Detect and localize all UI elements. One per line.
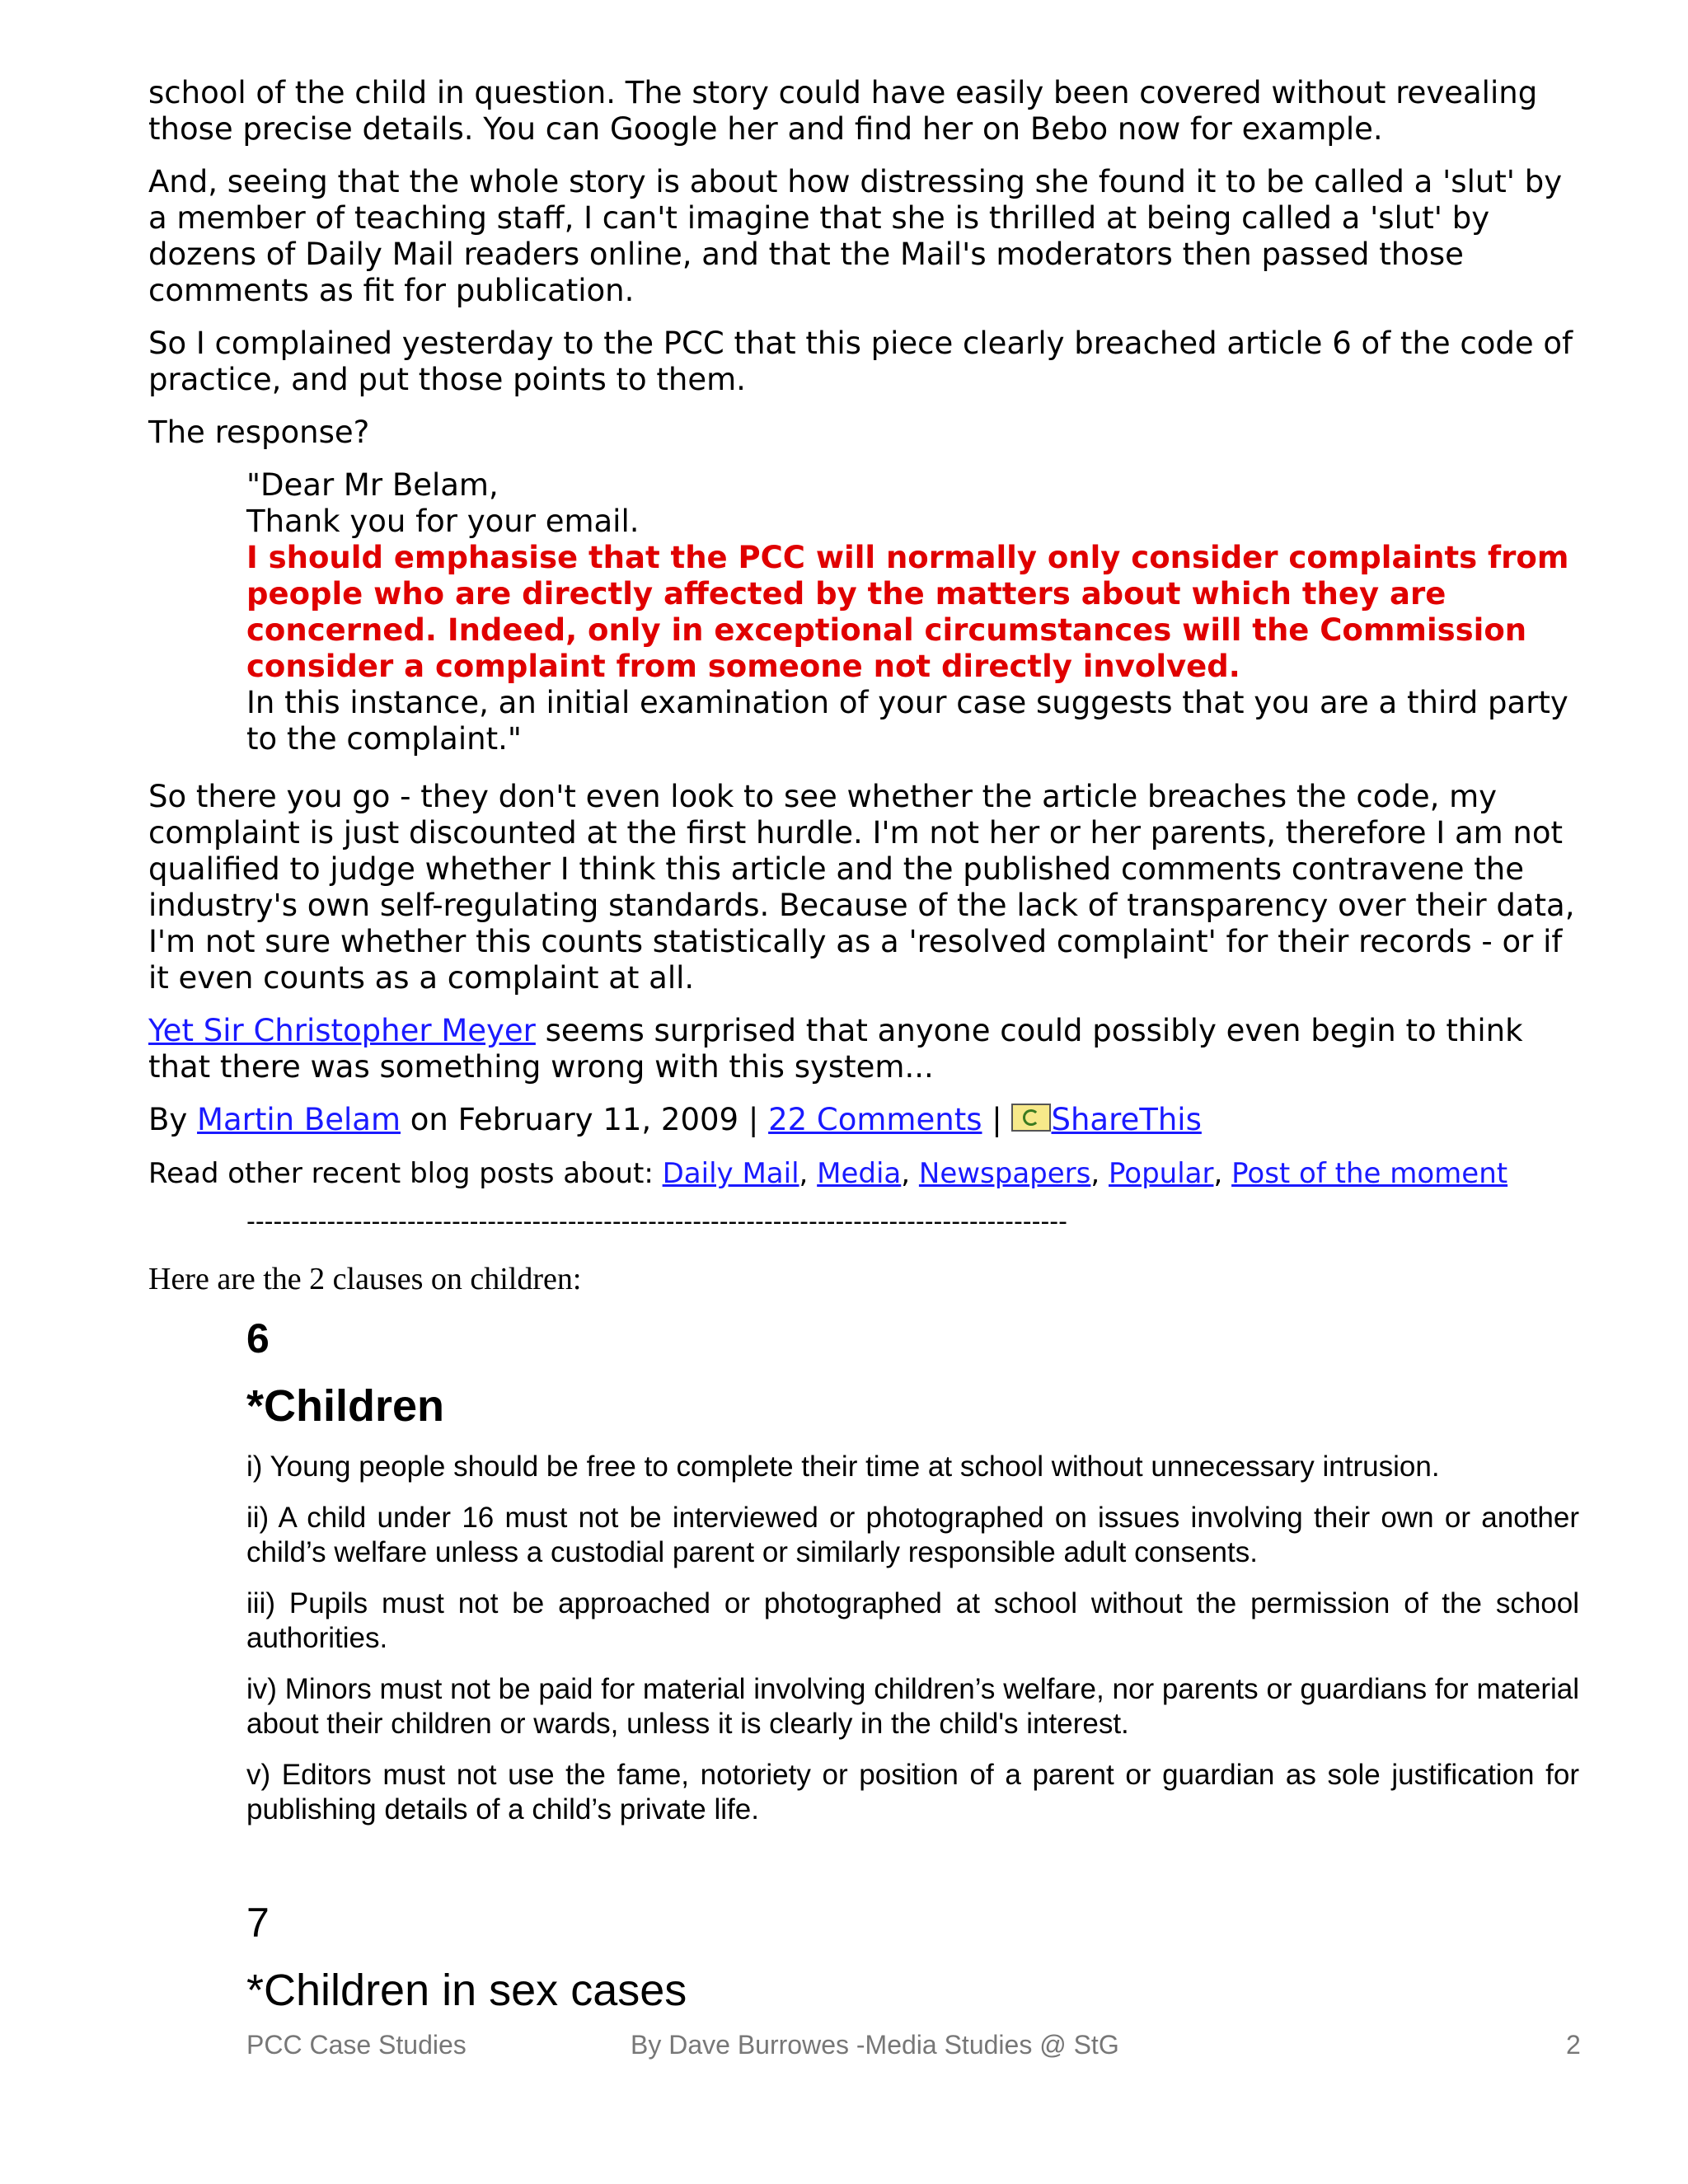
christopher-meyer-link[interactable]: Yet Sir Christopher Meyer: [148, 1013, 536, 1048]
paragraph-6-text: seems surprised that anyone could possibly even begin to think that there was something wrong with this system...: [148, 1013, 1523, 1085]
share-this-link[interactable]: ShareThis: [1051, 1102, 1202, 1137]
author-link[interactable]: Martin Belam: [197, 1102, 401, 1137]
clause-7-number: 7: [246, 1900, 270, 1946]
tag-post-of-the-moment[interactable]: Post of the moment: [1231, 1157, 1508, 1190]
clause-6-number: 6: [246, 1315, 270, 1361]
divider-line: --------------------------------------------------------------------------------------------: [246, 1207, 1067, 1236]
tag-newspapers[interactable]: Newspapers: [918, 1157, 1091, 1190]
paragraph-5: So there you go - they don't even look to see whether the article breaches the code, my complaint is just discounted at the first hurdle. I'm not her or her parents, therefore I am not qualified to judge whether I think this article and the published comments contravene the industry's own self-regulating standards. Because of the lack of transparency over their data, I'm not sure whether this counts statistically as a 'resolved complaint' for their records - or if it even counts as a complaint at all.: [148, 779, 1575, 996]
byline-separator: |: [982, 1102, 1012, 1137]
footer-left: PCC Case Studies: [246, 2030, 467, 2060]
clause-7-title: *Children in sex cases: [246, 1966, 687, 2015]
byline: [148, 1102, 1582, 1138]
tag-daily-mail[interactable]: Daily Mail: [662, 1157, 799, 1190]
tags-line: Read other recent blog posts about: Daily Mail, Media, Newspapers, Popular, Post of the moment: [148, 1157, 1508, 1190]
clause-6: [246, 1315, 1579, 1827]
quote-emphasis: I should emphasise that the PCC will normally only consider complaints from people who are directly affected by the matters about which they are concerned. Indeed, only in exceptional circumstances will the Commission consider a complaint from someone not directly involved.: [246, 540, 1569, 684]
byline-date: on February 11, 2009 |: [401, 1102, 769, 1137]
quote-salutation: "Dear Mr Belam,: [246, 467, 499, 503]
tags-label: Read other recent blog posts about:: [148, 1157, 663, 1190]
paragraph-3: So I complained yesterday to the PCC that this piece clearly breached article 6 of the code of practice, and put those points to them.: [148, 326, 1573, 397]
quote-thanks: Thank you for your email.: [246, 504, 640, 539]
paragraph-1: school of the child in question. The story could have easily been covered without revealing those precise details. You can Google her and find her on Bebo now for example.: [148, 75, 1538, 147]
clause-6-item-1: i) Young people should be free to complete their time at school without unnecessary intrusion.: [246, 1451, 1440, 1483]
paragraph-4: The response?: [148, 415, 370, 450]
clause-7: [246, 1899, 1579, 2016]
share-icon[interactable]: [1011, 1104, 1051, 1132]
comments-link[interactable]: 22 Comments: [768, 1102, 982, 1137]
clause-6-item-5: v) Editors must not use the fame, notoriety or position of a parent or guardian as sole justification for publishing details of a child’s private life.: [246, 1759, 1579, 1825]
pcc-response-quote: [246, 467, 1590, 757]
quote-third-party: In this instance, an initial examination of your case suggests that you are a third party to the complaint.": [246, 685, 1568, 757]
clause-6-item-3: iii) Pupils must not be approached or photographed at school without the permission of the school authorities.: [246, 1587, 1579, 1654]
tag-popular[interactable]: Popular: [1109, 1157, 1214, 1190]
clause-6-item-4: iv) Minors must not be paid for material involving children’s welfare, nor parents or guardians for material about their children or wards, unless it is clearly in the child's interest.: [246, 1673, 1579, 1740]
byline-by: By: [148, 1102, 198, 1137]
footer-center: By Dave Burrowes -Media Studies @ StG: [631, 2030, 1119, 2060]
clauses-intro: Here are the 2 clauses on children:: [148, 1262, 582, 1296]
tag-media[interactable]: Media: [817, 1157, 902, 1190]
clause-6-item-2: ii) A child under 16 must not be interviewed or photographed on issues involving their own or another child’s welfare unless a custodial parent or similarly responsible adult consents.: [246, 1502, 1579, 1568]
paragraph-2: And, seeing that the whole story is about how distressing she found it to be called a 'slut' by a member of teaching staff, I can't imagine that she is thrilled at being called a 'slut' by dozens of Daily Mail readers online, and that the Mail's moderators then passed those comments as fit for publication.: [148, 164, 1563, 308]
footer-page-number: 2: [1566, 2030, 1581, 2060]
paragraph-6: [148, 1013, 1582, 1085]
clause-6-title: *Children: [246, 1381, 445, 1431]
